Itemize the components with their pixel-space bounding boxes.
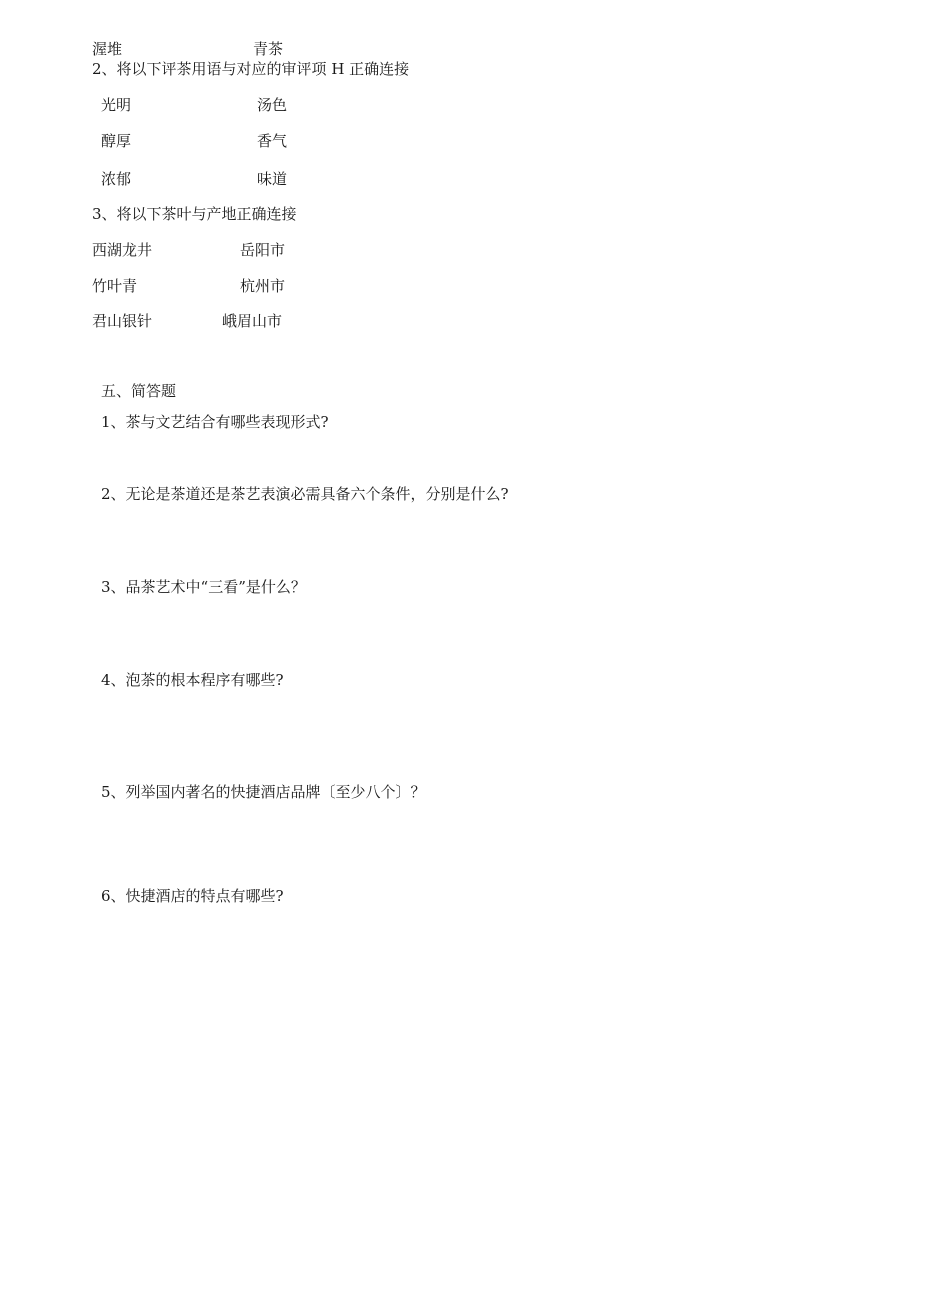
question-item: 4、泡茶的根本程序有哪些? [101,671,284,689]
question-item: 6、快捷酒店的特点有哪些? [101,887,284,905]
match-3-right-item: 峨眉山市 [222,312,283,330]
question-item: 1、茶与文艺结合有哪些表现形式? [101,413,329,431]
match-3-left-item: 西湖龙井 [92,241,153,259]
match-2-right-item: 汤色 [257,96,288,114]
match-3-left-item: 竹叶青 [92,277,138,295]
question-item: 3、品茶艺术中“三看”是什么？ [101,578,306,596]
question-item: 2、无论是茶道还是茶艺表演必需具备六个条件，分别是什么? [101,485,509,503]
match-3-prompt: 3、将以下茶叶与产地正确连接 [92,205,297,223]
match-3-right-item: 杭州市 [240,277,286,295]
section-title: 五、简答题 [101,382,177,400]
match-3-right-item: 岳阳市 [240,241,286,259]
match-2-left-item: 光明 [101,96,132,114]
match-2-right-item: 味道 [257,170,288,188]
match-2-left-item: 浓郁 [101,170,132,188]
match-2-prompt: 2、将以下评茶用语与对应的审评项 H 正确连接 [92,60,410,78]
match-3-left-item: 君山银针 [92,312,153,330]
match-2-left-item: 醇厚 [101,132,132,150]
question-item: 5、列举国内著名的快捷酒店品牌〔至少八个〕？ [101,783,426,801]
match-1-left-item: 渥堆 [92,40,123,58]
match-1-right-item: 青茶 [253,40,284,58]
match-2-right-item: 香气 [257,132,288,150]
